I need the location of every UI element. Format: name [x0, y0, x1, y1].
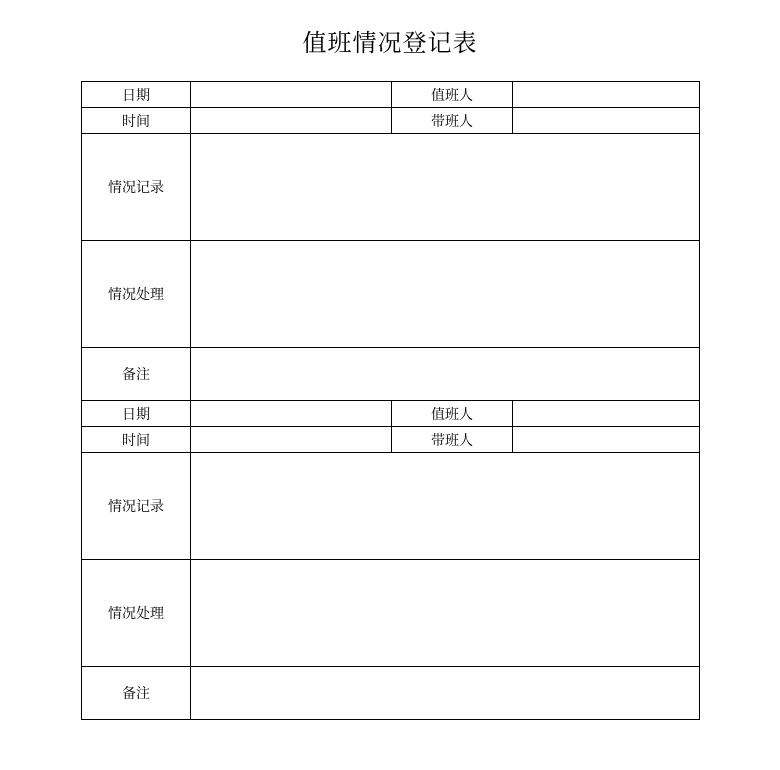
- remarks-value-cell[interactable]: [191, 348, 700, 401]
- leader-value-cell[interactable]: [513, 427, 700, 453]
- duty-person-value-cell[interactable]: [513, 82, 700, 108]
- handling-value-cell[interactable]: [191, 241, 700, 348]
- date-value-cell[interactable]: [191, 401, 392, 427]
- block-1-time-row: [82, 108, 700, 134]
- block-1-remarks-row: [82, 348, 700, 401]
- date-value-cell[interactable]: [191, 82, 392, 108]
- time-value-cell[interactable]: [191, 108, 392, 134]
- duty-person-label: 值班人: [392, 401, 513, 427]
- remarks-label: 备注: [82, 348, 191, 401]
- block-2-handling-row: [82, 560, 700, 667]
- block-2-time-row: [82, 427, 700, 453]
- block-1-record-row: [82, 134, 700, 241]
- remarks-label: 备注: [82, 667, 191, 720]
- block-2-record-row: [82, 453, 700, 560]
- block-1-handling-row: [82, 241, 700, 348]
- record-label: 情况记录: [82, 134, 191, 241]
- handling-value-cell[interactable]: [191, 560, 700, 667]
- duty-log-table: [81, 81, 700, 720]
- duty-person-label: 值班人: [392, 82, 513, 108]
- block-1-date-row: [82, 82, 700, 108]
- record-label: 情况记录: [82, 453, 191, 560]
- leader-label: 带班人: [392, 427, 513, 453]
- block-2-date-row: [82, 401, 700, 427]
- duty-person-value-cell[interactable]: [513, 401, 700, 427]
- date-label: 日期: [82, 82, 191, 108]
- date-label: 日期: [82, 401, 191, 427]
- record-value-cell[interactable]: [191, 453, 700, 560]
- leader-label: 带班人: [392, 108, 513, 134]
- block-2-remarks-row: [82, 667, 700, 720]
- time-label: 时间: [82, 108, 191, 134]
- handling-label: 情况处理: [82, 241, 191, 348]
- form-title: 值班情况登记表: [302, 29, 478, 57]
- time-value-cell[interactable]: [191, 427, 392, 453]
- record-value-cell[interactable]: [191, 134, 700, 241]
- time-label: 时间: [82, 427, 191, 453]
- handling-label: 情况处理: [82, 560, 191, 667]
- remarks-value-cell[interactable]: [191, 667, 700, 720]
- leader-value-cell[interactable]: [513, 108, 700, 134]
